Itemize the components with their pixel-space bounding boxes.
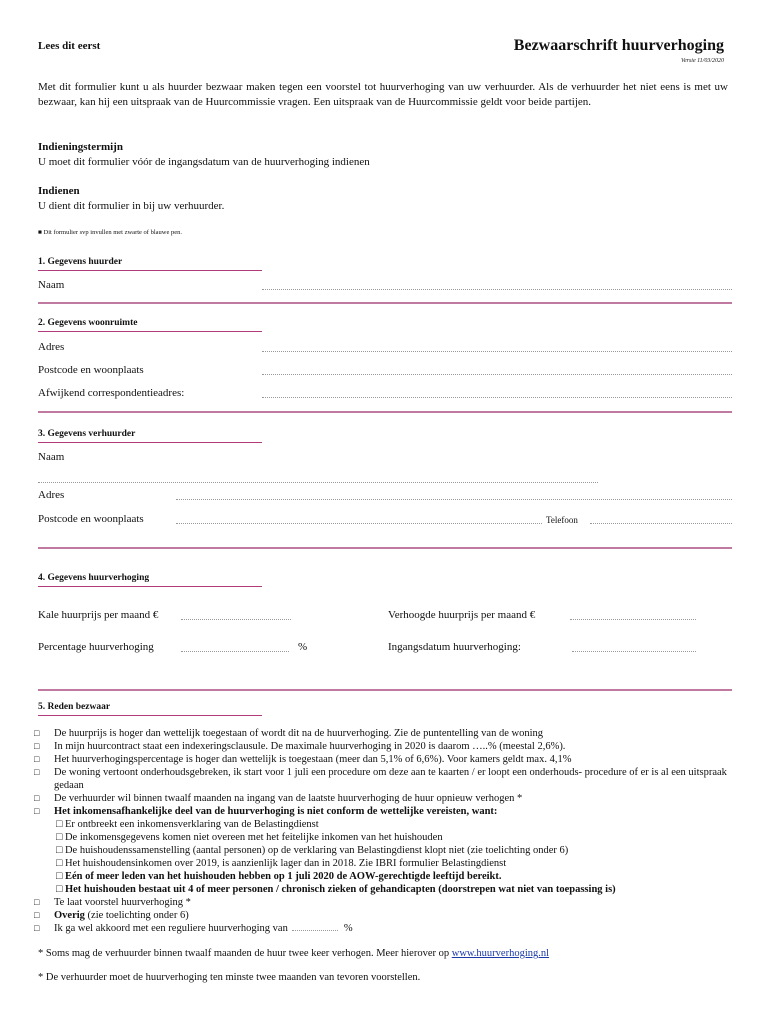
reason-item[interactable] [34, 896, 744, 909]
percentage-label: Percentage huurverhoging [38, 641, 154, 653]
landlord-phone-field[interactable] [590, 522, 732, 524]
raised-rent-label: Verhoogde huurprijs per maand € [388, 609, 536, 621]
checkbox[interactable]: □ [34, 910, 40, 920]
checkbox[interactable]: □ [34, 767, 40, 777]
agree-text: Ik ga wel akkoord met een reguliere huurverhoging van [54, 923, 288, 934]
landlord-phone-label: Telefoon [546, 515, 578, 525]
landlord-name-label: Naam [38, 451, 65, 463]
checkbox[interactable]: □ [34, 806, 40, 816]
read-first-label: Lees dit eerst [38, 40, 101, 52]
reason-item[interactable] [34, 909, 744, 922]
other-text: (zie toelichting onder 6) [84, 910, 189, 921]
submit-heading: Indienen [38, 185, 80, 197]
checkbox[interactable]: □ [34, 728, 40, 738]
agree-percentage-field[interactable] [292, 930, 338, 931]
dwelling-postcode-field[interactable] [262, 373, 732, 375]
checkbox[interactable]: □ [34, 793, 40, 803]
landlord-address-field[interactable] [176, 498, 732, 500]
version-label: Versie 11/03/2020 [680, 58, 724, 64]
income-subitem[interactable]: □ De inkomensgegevens komen niet overeen met het feitelijke inkomen van het huishouden [56, 832, 443, 843]
section5-underline [38, 715, 262, 716]
landlord-postcode-label: Postcode en woonplaats [38, 513, 144, 525]
tenant-name-label: Naam [38, 279, 65, 291]
section3-title: 3. Gegevens verhuurder [38, 429, 136, 439]
checkbox[interactable]: □ [34, 923, 40, 933]
section5-title: 5. Reden bezwaar [38, 702, 111, 712]
section-divider [38, 302, 732, 304]
income-subitem[interactable]: □ Het huishouden bestaat uit 4 of meer personen / chronisch zieken of gehandicapten (doorstrepen wat niet van toepassing is) [56, 884, 616, 895]
checkbox[interactable]: □ [34, 741, 40, 751]
footer-note-2: * De verhuurder moet de huurverhoging ten minste twee maanden van tevoren voorstellen. [38, 972, 421, 983]
start-date-label: Ingangsdatum huurverhoging: [388, 641, 521, 653]
reason-item[interactable] [34, 753, 744, 766]
landlord-address-label: Adres [38, 489, 65, 501]
footer-note-1-text: * Soms mag de verhuurder binnen twaalf maanden de huur twee keer verhogen. Meer hierover op [38, 948, 452, 959]
reason-item[interactable] [34, 727, 744, 740]
section2-underline [38, 331, 262, 332]
intro-text: Met dit formulier kunt u als huurder bezwaar maken tegen een voorstel tot huurverhoging van uw verhuurder. Als de verhuurder het niet eens is met uw bezwaar, kan hij een uitspraak van de Huurcommissie vragen. Een uitspraak van de Huurcommissie geldt voor beide partijen. [38, 81, 728, 108]
section1-underline [38, 270, 262, 271]
start-date-field[interactable] [572, 650, 696, 652]
tenant-name-field[interactable] [262, 288, 732, 290]
reason-text: De woning vertoont onderhoudsgebreken, ik start voor 1 juli een procedure om deze aan te kaarten / er loopt een onderhouds- procedure of er is al een uitspraak gedaan [54, 767, 727, 791]
landlord-name-field[interactable] [38, 481, 598, 483]
reason-item[interactable] [34, 740, 744, 753]
section-divider [38, 411, 732, 413]
income-subitem[interactable]: □ Eén of meer leden van het huishouden hebben op 1 juli 2020 de AOW-gerechtigde leeftijd bereikt. [56, 871, 502, 882]
alt-address-field[interactable] [262, 396, 732, 398]
income-subitem[interactable]: □ De huishoudenssamenstelling (aantal personen) op de verklaring van Belastingdienst klopt niet (zie toelichting onder 6) [56, 845, 569, 856]
submit-text: U dient dit formulier in bij uw verhuurder. [38, 200, 225, 212]
reasons-list [34, 727, 744, 935]
section2-title: 2. Gegevens woonruimte [38, 318, 138, 328]
base-rent-field[interactable] [181, 618, 291, 620]
section1-title: 1. Gegevens huurder [38, 257, 123, 267]
other-label: Overig [54, 910, 85, 921]
reason-text: Het huurverhogingspercentage is hoger dan wettelijk is toegestaan (meer dan 5,1% of 6,6%). Voor kamers geldt max. 4,1% [54, 754, 572, 765]
reason-item[interactable] [34, 805, 744, 818]
section4-title: 4. Gegevens huurverhoging [38, 573, 150, 583]
dwelling-address-label: Adres [38, 341, 65, 353]
reason-text: De verhuurder wil binnen twaalf maanden na ingang van de laatste huurverhoging de huur opnieuw verhogen * [54, 793, 523, 804]
dwelling-address-field[interactable] [262, 350, 732, 352]
section3-underline [38, 442, 262, 443]
pen-note: ■ Dit formulier svp invullen met zwarte of blauwe pen. [38, 229, 182, 236]
reason-item[interactable] [34, 766, 744, 792]
section4-underline [38, 586, 262, 587]
agree-suffix: % [343, 923, 353, 934]
reason-item[interactable] [34, 792, 744, 805]
alt-address-label: Afwijkend correspondentieadres: [38, 387, 185, 399]
reason-text: In mijn huurcontract staat een indexeringsclausule. De maximale huurverhoging in 2020 is daarom …..% (meestal 2,6%). [54, 741, 566, 752]
raised-rent-field[interactable] [570, 618, 696, 620]
checkbox[interactable]: □ [34, 754, 40, 764]
form-title: Bezwaarschrift huurverhoging [513, 37, 724, 54]
base-rent-label: Kale huurprijs per maand € [38, 609, 159, 621]
reason-item[interactable] [34, 922, 744, 935]
deadline-text: U moet dit formulier vóór de ingangsdatum van de huurverhoging indienen [38, 156, 370, 168]
landlord-postcode-field[interactable] [176, 522, 542, 524]
section-divider [38, 689, 732, 691]
reason-text: Te laat voorstel huurverhoging * [54, 897, 191, 908]
percentage-field[interactable] [181, 650, 289, 652]
reason-text: Het inkomensafhankelijke deel van de huurverhoging is niet conform de wettelijke vereisten, want: [54, 806, 498, 817]
checkbox[interactable]: □ [34, 897, 40, 907]
website-link[interactable]: www.huurverhoging.nl [451, 948, 550, 959]
section-divider [38, 547, 732, 549]
footer-note-1 [38, 948, 549, 959]
percent-sign: % [298, 641, 308, 653]
dwelling-postcode-label: Postcode en woonplaats [38, 364, 144, 376]
reason-text: De huurprijs is hoger dan wettelijk toegestaan of wordt dit na de huurverhoging. Zie de puntentelling van de woning [54, 728, 544, 739]
income-subitem[interactable]: □ Het huishoudensinkomen over 2019, is aanzienlijk lager dan in 2018. Zie IBRI formulier Belastingdienst [56, 858, 507, 869]
income-subitem[interactable]: □ Er ontbreekt een inkomensverklaring van de Belastingdienst [56, 819, 319, 830]
deadline-heading: Indieningstermijn [38, 141, 123, 153]
